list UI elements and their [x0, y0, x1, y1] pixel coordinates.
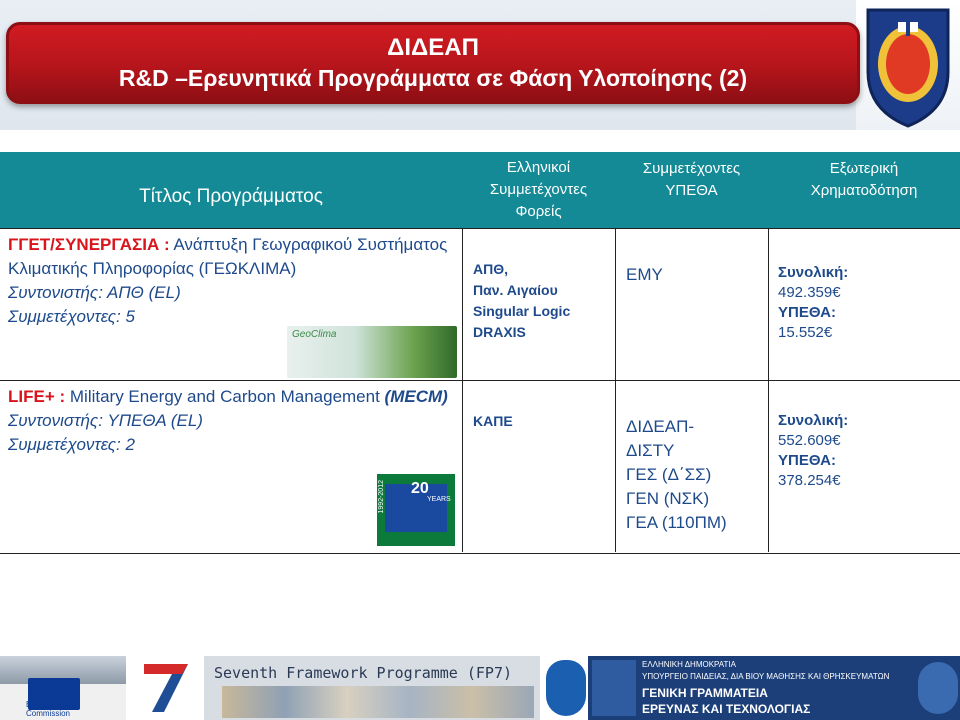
- mod-participant: ΕΜΥ: [626, 265, 663, 284]
- header-greek-line1: Ελληνικοί: [506, 159, 571, 176]
- funding-mod-value: 15.552€: [778, 324, 833, 341]
- military-emblem-icon: [858, 2, 958, 130]
- gsrt-line3: ΓΕΝΙΚΗ ΓΡΑΜΜΑΤΕΙΑ: [642, 686, 768, 700]
- program-title: [8, 233, 448, 281]
- coordinator-value: ΑΠΘ (EL): [102, 283, 181, 302]
- funding-cell: [778, 263, 848, 343]
- participants-value: 5: [120, 307, 135, 326]
- table-row: [0, 228, 960, 381]
- mod-participant: ΔΙΣΤΥ: [626, 441, 675, 460]
- participants-label: Συμμετέχοντες:: [8, 435, 121, 454]
- header-ext-line2: Χρηματοδότηση: [810, 182, 918, 199]
- coordinator-value: ΥΠΕΘΑ (EL): [102, 411, 203, 430]
- header-greek-participants-col: [462, 152, 615, 228]
- funding-mod-label: ΥΠΕΘΑ:: [778, 304, 836, 321]
- coordinator-label: Συντονιστής:: [8, 411, 103, 430]
- fp7-logo-icon: [130, 656, 200, 720]
- gsrt-logo-icon: [592, 660, 636, 716]
- participants-line: [8, 433, 448, 457]
- program-title-cell: [8, 385, 448, 457]
- header-greek-line2: Συμμετέχοντες: [489, 181, 588, 198]
- table-header: [0, 152, 960, 228]
- greek-partners-cell: [473, 411, 513, 432]
- ec-label-line2: Commission: [26, 709, 71, 718]
- life-logo-years-range: 1992-2012: [378, 480, 385, 514]
- funding-total-value: 552.609€: [778, 432, 841, 449]
- life-20-years-logo: [377, 474, 455, 546]
- participants-label: Συμμετέχοντες:: [8, 307, 121, 326]
- page-title: ΔΙΔΕΑΠ: [387, 34, 479, 61]
- program-title: [8, 385, 448, 409]
- partner: Singular Logic: [473, 303, 571, 319]
- gsrt-line1: ΕΛΛΗΝΙΚΗ ΔΗΜΟΚΡΑΤΙΑ: [642, 660, 736, 669]
- coordinator-label: Συντονιστής:: [8, 283, 103, 302]
- header-title-col: Τίτλος Προγράμματος: [139, 186, 323, 207]
- funding-total-value: 492.359€: [778, 284, 841, 301]
- column-divider: [768, 228, 769, 552]
- mod-participants-cell: [626, 415, 727, 535]
- life-logo-years: YEARS: [427, 496, 451, 503]
- funding-total-label: Συνολική:: [778, 412, 849, 429]
- mod-participants-cell: [626, 263, 663, 287]
- ec-label-line1: European: [26, 700, 61, 709]
- funding-mod-label: ΥΠΕΘΑ:: [778, 452, 836, 469]
- header-ext-line1: Εξωτερική: [829, 160, 899, 177]
- mod-participant: ΔΙΔΕΑΠ-: [626, 417, 695, 436]
- fp7-banner: [204, 656, 540, 720]
- european-commission-logo: [0, 656, 126, 720]
- header-greek-line3: Φορείς: [515, 203, 562, 220]
- fp7-photo-strip: [222, 686, 534, 718]
- partner: ΚΑΠΕ: [473, 413, 513, 429]
- program-acronym: (MECM): [384, 387, 448, 406]
- table-row: [0, 380, 960, 554]
- title-banner: [6, 22, 860, 104]
- footer-logos: [0, 656, 960, 720]
- column-divider: [615, 228, 616, 552]
- mod-participant: ΓΕΝ (ΝΣΚ): [626, 489, 710, 508]
- coordinator-line: [8, 281, 448, 305]
- program-title-cell: [8, 233, 448, 329]
- funding-cell: [778, 411, 848, 491]
- program-name: Military Energy and Carbon Management: [65, 387, 385, 406]
- partner: Παν. Αιγαίου: [473, 282, 558, 298]
- gsrt-line2: ΥΠΟΥΡΓΕΙΟ ΠΑΙΔΕΙΑΣ, ΔΙΑ ΒΙΟΥ ΜΑΘΗΣΗΣ ΚΑΙ ΘΡΗΣΚΕΥΜΑΤΩΝ: [642, 672, 890, 681]
- header-mod-line1: Συμμετέχοντες: [642, 160, 741, 177]
- greek-partners-cell: [473, 259, 570, 343]
- mod-participant: ΓΕΣ (Δ΄ΣΣ): [626, 465, 712, 484]
- partner: ΑΠΘ,: [473, 261, 508, 277]
- greek-coat-of-arms-icon: [546, 660, 586, 716]
- program-prefix: ΓΓΕΤ/ΣΥΝΕΡΓΑΣΙΑ :: [8, 235, 170, 254]
- participants-value: 2: [120, 435, 135, 454]
- funding-mod-value: 378.254€: [778, 472, 841, 489]
- geoclima-logo-text: GeoClima: [292, 329, 337, 340]
- mod-participant: ΓΕΑ (110ΠΜ): [626, 513, 727, 532]
- header-external-funding-col: [768, 152, 960, 228]
- page-subtitle: R&D –Ερευνητικά Προγράμματα σε Φάση Υλοποίησης (2): [118, 65, 748, 91]
- ec-label: [26, 700, 70, 718]
- programs-table: [0, 152, 960, 552]
- header-mod-participants-col: [615, 152, 768, 228]
- seal-icon: [918, 662, 958, 714]
- partner: DRAXIS: [473, 324, 526, 340]
- column-divider: [462, 228, 463, 552]
- funding-total-label: Συνολική:: [778, 264, 849, 281]
- coordinator-line: [8, 409, 448, 433]
- program-prefix: LIFE+ :: [8, 387, 66, 406]
- fp7-title: Seventh Framework Programme (FP7): [214, 664, 513, 682]
- header-mod-line2: ΥΠΕΘΑ: [665, 182, 718, 199]
- gsrt-line4: ΕΡΕΥΝΑΣ ΚΑΙ ΤΕΧΝΟΛΟΓΙΑΣ: [642, 702, 811, 716]
- life-logo-number: 20: [411, 480, 429, 497]
- program-name: Ανάπτυξη Γεωγραφικού Συστήματος Κλιματικής Πληροφορίας (ΓΕΩΚΛΙΜΑ): [8, 235, 448, 278]
- header: [0, 0, 960, 130]
- gsrt-logo-banner: [588, 656, 960, 720]
